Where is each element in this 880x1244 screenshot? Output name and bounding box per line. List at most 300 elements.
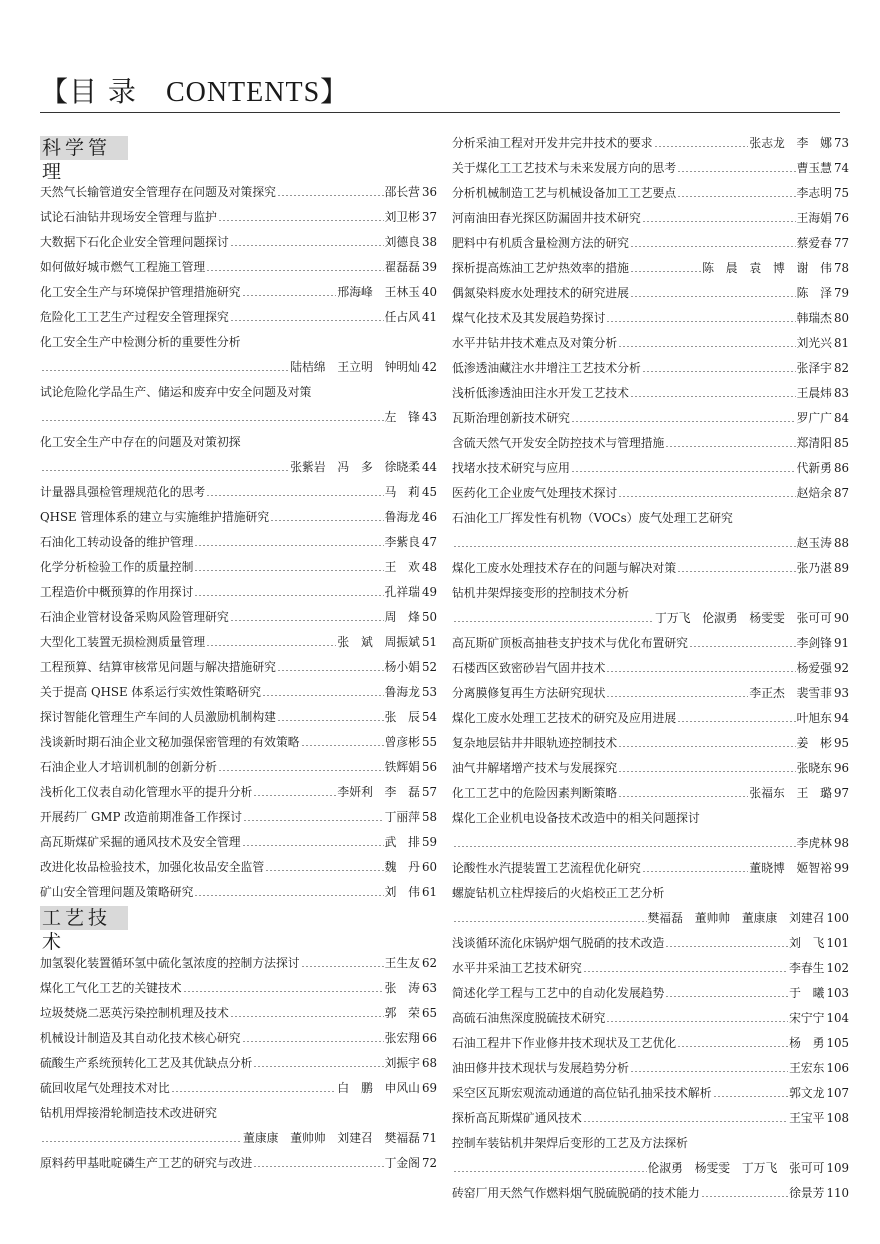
- toc-entry-title: 石油企业管材设备采购风险管理研究: [40, 610, 229, 624]
- toc-entry[interactable]: [40, 806, 437, 828]
- leader-dots: [41, 420, 384, 421]
- toc-entry[interactable]: [452, 282, 849, 304]
- toc-entry-page: 108: [826, 1111, 849, 1125]
- leader-dots: [194, 545, 383, 546]
- toc-entry-page: 82: [833, 361, 849, 375]
- leader-dots: [253, 1066, 383, 1067]
- toc-entry[interactable]: [452, 1182, 849, 1204]
- toc-entry-page: 78: [833, 261, 849, 275]
- toc-entry-page: 53: [421, 685, 437, 699]
- toc-entry-title: 煤化工废水处理技术存在的问题与解决对策: [452, 561, 677, 575]
- leader-dots: [453, 921, 647, 922]
- leader-dots: [654, 146, 749, 147]
- toc-entry-page: 79: [833, 286, 849, 300]
- toc-entry-author: 鲁海龙: [384, 685, 420, 699]
- toc-entry-page: 98: [833, 836, 849, 850]
- toc-entry[interactable]: [40, 706, 437, 728]
- toc-entry-author: 伦淑勇 杨雯雯 丁万飞 张可可: [647, 1161, 825, 1175]
- toc-entry-page: 63: [421, 981, 437, 995]
- leader-dots: [41, 370, 289, 371]
- toc-entry-page: 43: [421, 410, 437, 424]
- toc-entry-title: 试论石油钻井现场安全管理与监护: [40, 210, 217, 224]
- toc-entry-page: 47: [421, 535, 437, 549]
- leader-dots: [677, 721, 795, 722]
- leader-dots: [642, 221, 796, 222]
- toc-entry-author: 刘振宇: [384, 1056, 420, 1070]
- toc-entry[interactable]: [452, 607, 849, 629]
- toc-entry-page: 95: [833, 736, 849, 750]
- toc-entry-title: 油气井解堵增产技术与发展探究: [452, 761, 618, 775]
- toc-entry[interactable]: [40, 631, 437, 653]
- toc-entry-page: 109: [826, 1161, 849, 1175]
- toc-entry[interactable]: [40, 756, 437, 778]
- toc-entry-author: 李春生: [789, 961, 825, 975]
- toc-entry-title-line: 钻机井架焊接变形的控制技术分析: [452, 586, 629, 600]
- toc-entry[interactable]: [452, 1107, 849, 1129]
- toc-entry-page: 92: [833, 661, 849, 675]
- toc-entry-author: 丁金阁: [384, 1156, 420, 1170]
- toc-entry[interactable]: [40, 531, 437, 553]
- toc-entry[interactable]: [40, 656, 437, 678]
- toc-entry[interactable]: [40, 281, 437, 303]
- toc-entry-author: 武 排: [384, 835, 420, 849]
- leader-dots: [171, 1091, 337, 1092]
- leader-dots: [583, 1121, 788, 1122]
- toc-entry-author: 李虎林: [796, 836, 832, 850]
- leader-dots: [453, 1171, 647, 1172]
- toc-entry[interactable]: [452, 232, 849, 254]
- toc-entry-author: 曹玉慧: [796, 161, 832, 175]
- toc-entry-author: 代新勇: [796, 461, 832, 475]
- toc-entry-title: 含硫天然气开发安全防控技术与管理措施: [452, 436, 665, 450]
- toc-entry-page: 93: [833, 686, 849, 700]
- toc-entry-page: 110: [826, 1186, 849, 1200]
- leader-dots: [277, 720, 384, 721]
- leader-dots: [194, 570, 383, 571]
- toc-entry-page: 73: [833, 136, 849, 150]
- toc-entry-title-line: 石油化工厂挥发性有机物（VOCs）废气处理工艺研究: [452, 511, 733, 525]
- toc-entry[interactable]: [40, 231, 437, 253]
- toc-entry-page: 89: [833, 561, 849, 575]
- toc-entry-author: 罗广广: [796, 411, 832, 425]
- leader-dots: [677, 171, 795, 172]
- toc-entry-title: 采空区瓦斯宏观流动通道的高位钻孔抽采技术解析: [452, 1086, 712, 1100]
- toc-entry-page: 37: [421, 210, 437, 224]
- leader-dots: [618, 496, 795, 497]
- leader-dots: [677, 196, 795, 197]
- toc-entry-author: 张紫岩 冯 多 徐晓柔: [290, 460, 420, 474]
- toc-entry[interactable]: [452, 1057, 849, 1079]
- leader-dots: [618, 796, 748, 797]
- toc-entry-page: 77: [833, 236, 849, 250]
- toc-entry[interactable]: [40, 856, 437, 878]
- toc-entry-page: 97: [833, 786, 849, 800]
- toc-entry[interactable]: [452, 357, 849, 379]
- toc-entry-title: 煤化工气化工艺的关键技术: [40, 981, 182, 995]
- leader-dots: [194, 895, 383, 896]
- leader-dots: [301, 745, 384, 746]
- toc-entry[interactable]: [40, 581, 437, 603]
- toc-entry-page: 55: [421, 735, 437, 749]
- toc-entry[interactable]: [452, 632, 849, 654]
- toc-entry-author: 韩瑞杰: [796, 311, 832, 325]
- toc-entry-page: 76: [833, 211, 849, 225]
- toc-entry[interactable]: [452, 932, 849, 954]
- leader-dots: [677, 571, 795, 572]
- toc-entry-title: 垃圾焚烧二恶英污染控制机理及技术: [40, 1006, 229, 1020]
- toc-entry-author: 马 莉: [384, 485, 420, 499]
- toc-entry[interactable]: [40, 206, 437, 228]
- toc-entry[interactable]: [40, 781, 437, 803]
- toc-entry[interactable]: [452, 857, 849, 879]
- toc-entry-page: 85: [833, 436, 849, 450]
- toc-entry-title: 关于提高 QHSE 体系运行实效性策略研究: [40, 685, 262, 699]
- leader-dots: [41, 470, 289, 471]
- leader-dots: [218, 220, 384, 221]
- toc-entry-title: 开展药厂 GMP 改造前期准备工作探讨: [40, 810, 243, 824]
- leader-dots: [618, 746, 795, 747]
- toc-entry-author: 张晓东: [796, 761, 832, 775]
- leader-dots: [230, 245, 384, 246]
- toc-entry-title-line: 螺旋钻机立柱焊接后的火焰校正工艺分析: [452, 886, 665, 900]
- toc-entry-author: 王海娟: [796, 211, 832, 225]
- leader-dots: [630, 271, 701, 272]
- toc-entry-title: 找堵水技术研究与应用: [452, 461, 570, 475]
- toc-entry[interactable]: [452, 407, 849, 429]
- toc-entry-page: 91: [833, 636, 849, 650]
- toc-entry-page: 50: [421, 610, 437, 624]
- toc-entry-author: 刘卫彬: [384, 210, 420, 224]
- leader-dots: [453, 621, 654, 622]
- toc-entry-title: 高瓦斯煤矿采掘的通风技术及安全管理: [40, 835, 241, 849]
- toc-entry[interactable]: [452, 682, 849, 704]
- toc-entry[interactable]: [452, 382, 849, 404]
- leader-dots: [206, 645, 336, 646]
- toc-entry-page: 69: [421, 1081, 437, 1095]
- toc-entry-page: 88: [833, 536, 849, 550]
- toc-entry[interactable]: [452, 657, 849, 679]
- leader-dots: [630, 246, 796, 247]
- leader-dots: [270, 520, 383, 521]
- leader-dots: [665, 946, 788, 947]
- toc-entry-author: 赵焙余: [796, 486, 832, 500]
- leader-dots: [230, 1016, 384, 1017]
- toc-entry-page: 90: [833, 611, 849, 625]
- toc-entry-title: 浅谈循环流化床锅炉烟气脱硝的技术改造: [452, 936, 665, 950]
- toc-entry-author: 魏 丹: [384, 860, 420, 874]
- toc-entry[interactable]: [452, 982, 849, 1004]
- toc-entry[interactable]: [452, 257, 849, 279]
- toc-entry[interactable]: [452, 207, 849, 229]
- toc-entry[interactable]: [40, 977, 437, 999]
- leader-dots: [265, 870, 383, 871]
- leader-dots: [242, 845, 384, 846]
- toc-entry[interactable]: [452, 132, 849, 154]
- toc-entry-author: 杨 勇: [789, 1036, 825, 1050]
- toc-entry-title: 探讨智能化管理生产车间的人员激励机制构建: [40, 710, 276, 724]
- toc-entry-author: 董康康 董帅帅 刘建召 樊福磊: [243, 1131, 420, 1145]
- toc-entry-page: 102: [826, 961, 849, 975]
- leader-dots: [41, 1141, 242, 1142]
- toc-entry-author: 王晨炜: [796, 386, 832, 400]
- toc-entry-title: 医药化工企业废气处理技术探讨: [452, 486, 618, 500]
- toc-entry[interactable]: [40, 556, 437, 578]
- toc-entry-author: 李正杰 裴雪菲: [749, 686, 832, 700]
- leader-dots: [642, 871, 749, 872]
- toc-entry[interactable]: [452, 782, 849, 804]
- toc-entry-title: 浅析化工仪表自动化管理水平的提升分析: [40, 785, 253, 799]
- toc-entry-page: 59: [421, 835, 437, 849]
- toc-entry-page: 96: [833, 761, 849, 775]
- toc-entry-title: 矿山安全管理问题及策略研究: [40, 885, 194, 899]
- header-bracket-close: 】: [320, 75, 350, 108]
- toc-entry-page: 71: [421, 1131, 437, 1145]
- leader-dots: [571, 471, 796, 472]
- toc-entry[interactable]: [452, 482, 849, 504]
- toc-entry-title: 分析机械制造工艺与机械设备加工工艺要点: [452, 186, 677, 200]
- toc-entry-page: 84: [833, 411, 849, 425]
- toc-entry[interactable]: [40, 1027, 437, 1049]
- toc-entry[interactable]: [40, 1127, 437, 1149]
- toc-entry-author: 姜 彬: [796, 736, 832, 750]
- leader-dots: [262, 695, 383, 696]
- toc-entry[interactable]: [40, 1052, 437, 1074]
- leader-dots: [453, 546, 796, 547]
- toc-entry[interactable]: [40, 256, 437, 278]
- toc-entry[interactable]: [40, 881, 437, 903]
- toc-entry-title: 石楼西区致密砂岩气固井技术: [452, 661, 606, 675]
- header-rule: [40, 112, 840, 113]
- leader-dots: [606, 671, 795, 672]
- toc-entry-author: 张志龙 李 娜: [749, 136, 832, 150]
- toc-entry-page: 38: [421, 235, 437, 249]
- toc-entry-author: 鲁海龙: [384, 510, 420, 524]
- leader-dots: [242, 295, 337, 296]
- toc-entry-author: 曾彦彬: [384, 735, 420, 749]
- toc-entry-title: 砖窑厂用天然气作燃料烟气脱硫脱硝的技术能力: [452, 1186, 700, 1200]
- toc-entry-title: 石油化工转动设备的维护管理: [40, 535, 194, 549]
- toc-entry-title: 石油企业人才培训机制的创新分析: [40, 760, 217, 774]
- toc-entry[interactable]: [40, 1077, 437, 1099]
- toc-entry-page: 58: [421, 810, 437, 824]
- leader-dots: [618, 771, 795, 772]
- leader-dots: [583, 971, 788, 972]
- toc-entry[interactable]: [40, 181, 437, 203]
- toc-entry-title: 如何做好城市燃气工程施工管理: [40, 260, 206, 274]
- toc-entry-page: 81: [833, 336, 849, 350]
- toc-entry-title: 低渗透油藏注水井增注工艺技术分析: [452, 361, 641, 375]
- toc-entry-author: 白 鹏 申风山: [337, 1081, 420, 1095]
- toc-entry-title: 机械设计制造及其自动化技术核心研究: [40, 1031, 241, 1045]
- toc-entry-page: 52: [421, 660, 437, 674]
- header-title: 目 录: [69, 75, 137, 108]
- toc-entry[interactable]: [452, 532, 849, 554]
- toc-entry[interactable]: [452, 557, 849, 579]
- toc-entry[interactable]: [40, 306, 437, 328]
- toc-entry-title: 探析提高炼油工艺炉热效率的措施: [452, 261, 629, 275]
- leader-dots: [253, 795, 336, 796]
- toc-entry-page: 44: [421, 460, 437, 474]
- toc-entry-title: 分离膜修复再生方法研究现状: [452, 686, 606, 700]
- toc-entry-page: 66: [421, 1031, 437, 1045]
- toc-entry[interactable]: [40, 356, 437, 378]
- toc-entry-title: 化工工艺中的危险因素判断策略: [452, 786, 618, 800]
- toc-entry-title: 水平井钻井技术难点及对策分析: [452, 336, 618, 350]
- toc-entry-author: 丁丽萍: [384, 810, 420, 824]
- toc-entry[interactable]: [452, 707, 849, 729]
- toc-entry-author: 铁辉娟: [384, 760, 420, 774]
- toc-entry[interactable]: [452, 757, 849, 779]
- toc-entry-page: 94: [833, 711, 849, 725]
- toc-entry-author: 王 欢: [384, 560, 420, 574]
- toc-entry-author: 陈 晨 袁 博 谢 伟: [702, 261, 832, 275]
- toc-entry-page: 72: [421, 1156, 437, 1170]
- toc-entry-author: 王宝平: [789, 1111, 825, 1125]
- leader-dots: [713, 1096, 789, 1097]
- header-contents: CONTENTS: [165, 77, 321, 108]
- toc-entry-author: 张 涛: [384, 981, 420, 995]
- toc-entry-title-line: 化工安全生产中存在的问题及对策初探: [40, 435, 241, 449]
- toc-entry-author: 邵长营: [384, 185, 420, 199]
- toc-entry[interactable]: [40, 406, 437, 428]
- leader-dots: [642, 371, 796, 372]
- leader-dots: [665, 446, 795, 447]
- toc-entry-title-line: 钻机用焊接滑轮制造技术改进研究: [40, 1106, 217, 1120]
- toc-entry-page: 101: [826, 936, 849, 950]
- toc-entry[interactable]: [452, 457, 849, 479]
- toc-entry[interactable]: [452, 432, 849, 454]
- toc-entry[interactable]: [40, 831, 437, 853]
- toc-entry[interactable]: [40, 481, 437, 503]
- toc-entry-author: 宋宁宁: [789, 1011, 825, 1025]
- leader-dots: [701, 1196, 788, 1197]
- toc-entry-author: 张泽宇: [796, 361, 832, 375]
- toc-entry[interactable]: [452, 1082, 849, 1104]
- toc-entry-author: 蔡爱春: [796, 236, 832, 250]
- toc-entry-page: 49: [421, 585, 437, 599]
- toc-entry[interactable]: [452, 732, 849, 754]
- toc-entry-page: 105: [826, 1036, 849, 1050]
- toc-entry-author: 郑清阳: [796, 436, 832, 450]
- toc-entry-title: 硫酸生产系统预转化工艺及其优缺点分析: [40, 1056, 253, 1070]
- toc-entry[interactable]: [452, 1007, 849, 1029]
- toc-entry-author: 郭 荣: [384, 1006, 420, 1020]
- toc-entry-title: 论酸性水汽提装置工艺流程优化研究: [452, 861, 641, 875]
- toc-entry[interactable]: [452, 832, 849, 854]
- toc-entry-page: 61: [421, 885, 437, 899]
- section-science-management: 科学管理: [40, 136, 128, 160]
- leader-dots: [689, 646, 796, 647]
- toc-entry-author: 左 锋: [384, 410, 420, 424]
- toc-entry[interactable]: [452, 957, 849, 979]
- toc-entry-page: 45: [421, 485, 437, 499]
- toc-entry-page: 104: [826, 1011, 849, 1025]
- header-bracket-open: 【: [40, 75, 70, 108]
- leader-dots: [277, 670, 384, 671]
- toc-entry-title-line: 化工安全生产中检测分析的重要性分析: [40, 335, 241, 349]
- toc-entry-title: 煤气化技术及其发展趋势探讨: [452, 311, 606, 325]
- toc-entry[interactable]: [452, 907, 849, 929]
- toc-entry[interactable]: [40, 606, 437, 628]
- toc-entry[interactable]: [452, 1032, 849, 1054]
- leader-dots: [183, 991, 384, 992]
- toc-entry-author: 杨小娟: [384, 660, 420, 674]
- toc-entry-title: 石油工程井下作业修井技术现状及工艺优化: [452, 1036, 677, 1050]
- toc-entry-author: 周 烽: [384, 610, 420, 624]
- section-process-technology: 工艺技术: [40, 906, 128, 930]
- leader-dots: [206, 495, 383, 496]
- toc-entry-title: 复杂地层钻井井眼轨迹控制技术: [452, 736, 618, 750]
- leader-dots: [606, 1021, 788, 1022]
- toc-entry-title: 高瓦斯矿顶板高抽巷支护技术与优化布置研究: [452, 636, 688, 650]
- toc-entry-page: 74: [833, 161, 849, 175]
- toc-entry-title: 河南油田春光探区防漏固井技术研究: [452, 211, 641, 225]
- toc-entry-title: 探析高瓦斯煤矿通风技术: [452, 1111, 582, 1125]
- toc-entry[interactable]: [40, 506, 437, 528]
- toc-entry[interactable]: [40, 731, 437, 753]
- leader-dots: [453, 846, 796, 847]
- toc-entry[interactable]: [40, 456, 437, 478]
- toc-entry[interactable]: [452, 307, 849, 329]
- toc-entry-page: 57: [421, 785, 437, 799]
- leader-dots: [218, 770, 384, 771]
- toc-entry-author: 孔祥瑞: [384, 585, 420, 599]
- toc-entry[interactable]: [452, 157, 849, 179]
- toc-entry-page: 56: [421, 760, 437, 774]
- leader-dots: [253, 1166, 383, 1167]
- toc-entry-page: 54: [421, 710, 437, 724]
- toc-entry[interactable]: [40, 681, 437, 703]
- toc-entry[interactable]: [40, 1152, 437, 1174]
- toc-entry-title: 原料药甲基吡啶磷生产工艺的研究与改进: [40, 1156, 253, 1170]
- toc-entry[interactable]: [452, 1157, 849, 1179]
- toc-entry-title: QHSE 管理体系的建立与实施维护措施研究: [40, 510, 270, 524]
- toc-entry-author: 张 斌 周振斌: [337, 635, 420, 649]
- toc-entry-page: 65: [421, 1006, 437, 1020]
- toc-entry-title: 油田修井技术现状与发展趋势分析: [452, 1061, 629, 1075]
- toc-entry-author: 李紫良: [384, 535, 420, 549]
- toc-entry-page: 62: [421, 956, 437, 970]
- leader-dots: [630, 296, 796, 297]
- toc-entry-title: 浅谈新时期石油企业文秘加强保密管理的有效策略: [40, 735, 300, 749]
- toc-entry-page: 99: [833, 861, 849, 875]
- toc-entry[interactable]: [452, 182, 849, 204]
- toc-entry-author: 李剑锋: [796, 636, 832, 650]
- toc-entry-author: 李志明: [796, 186, 832, 200]
- toc-entry[interactable]: [40, 1002, 437, 1024]
- toc-entry[interactable]: [452, 332, 849, 354]
- toc-entry-author: 王生友: [384, 956, 420, 970]
- toc-entry-title: 大型化工装置无损检测质量管理: [40, 635, 206, 649]
- toc-entry[interactable]: [40, 952, 437, 974]
- toc-entry-title: 水平井采油工艺技术研究: [452, 961, 582, 975]
- toc-entry-page: 83: [833, 386, 849, 400]
- toc-entry-page: 100: [826, 911, 849, 925]
- toc-entry-page: 40: [421, 285, 437, 299]
- leader-dots: [230, 620, 384, 621]
- toc-entry-title: 偶氮染料废水处理技术的研究进展: [452, 286, 629, 300]
- leader-dots: [571, 421, 796, 422]
- toc-entry-title: 计量器具强检管理规范化的思考: [40, 485, 206, 499]
- leader-dots: [606, 321, 795, 322]
- toc-entry-author: 刘光兴: [796, 336, 832, 350]
- toc-entry-page: 86: [833, 461, 849, 475]
- toc-entry-title: 煤化工废水处理工艺技术的研究及应用进展: [452, 711, 677, 725]
- toc-entry-title: 简述化学工程与工艺中的自动化发展趋势: [452, 986, 665, 1000]
- leader-dots: [677, 1046, 788, 1047]
- toc-entry-page: 107: [826, 1086, 849, 1100]
- toc-entry-page: 39: [421, 260, 437, 274]
